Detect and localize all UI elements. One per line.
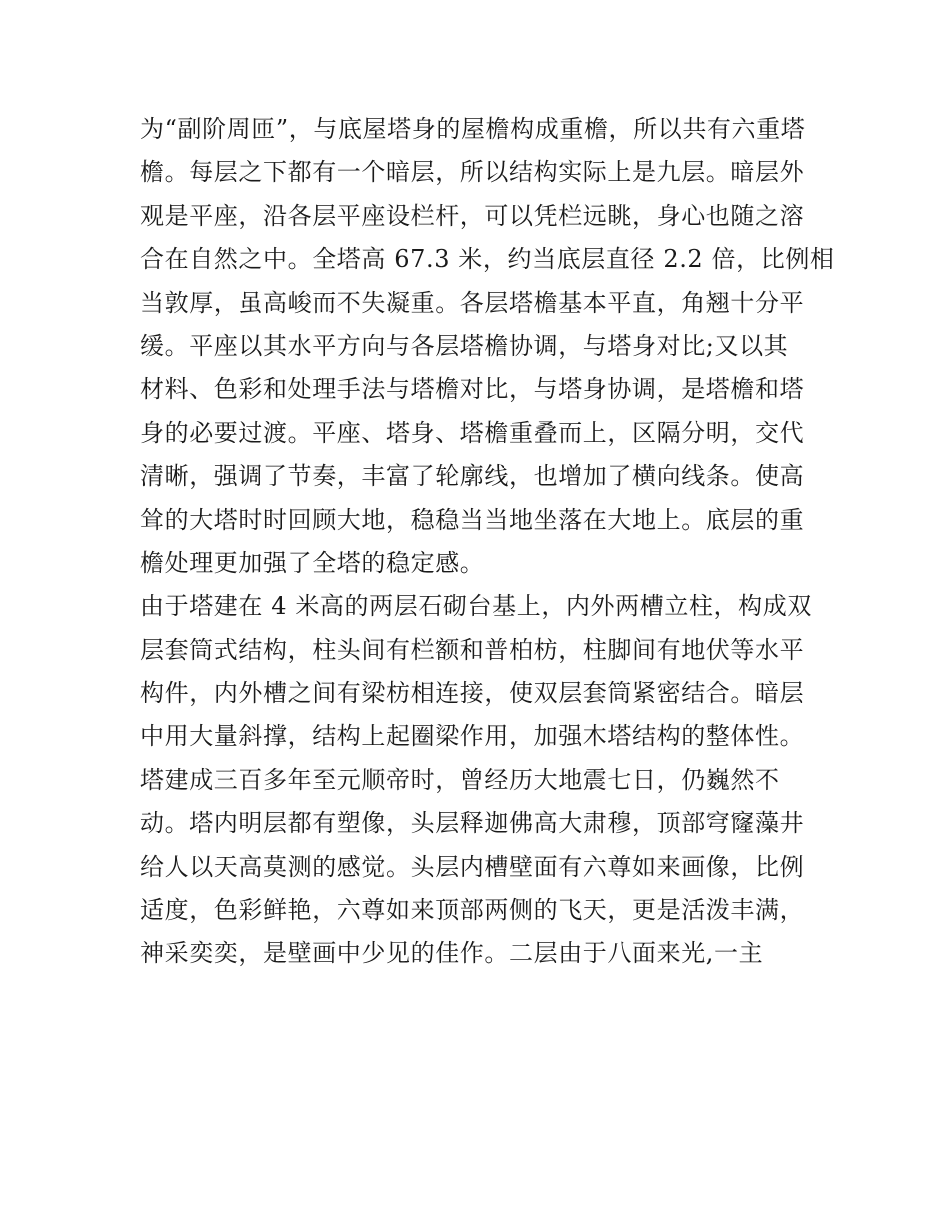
text-line: 为“副阶周匝”，与底屋塔身的屋檐构成重檐，所以共有六重塔	[140, 115, 806, 143]
text-line: 檐处理更加强了全塔的稳定感。	[140, 548, 485, 577]
text-line: 动。塔内明层都有塑像，头层释迦佛高大肃穆，顶部穹窿藻井	[140, 809, 805, 838]
text-line: 当敦厚，虽高峻而不失凝重。各层塔檐基本平直，角翘十分平	[140, 288, 805, 317]
text-line: 神采奕奕，是壁画中少见的佳作。二层由于八面来光,一主	[140, 939, 764, 968]
text-line: 合在自然之中。全塔高 67.3 米，约当底层直径 2.2 倍，比例相	[140, 245, 835, 274]
text-line: 给人以天高莫测的感觉。头层内槽壁面有六尊如来画像，比例	[140, 852, 805, 881]
text-line: 由于塔建在 4 米高的两层石砌台基上，内外两槽立柱，构成双	[140, 592, 812, 621]
text-line: 中用大量斜撑，结构上起圈梁作用，加强木塔结构的整体性。	[140, 722, 805, 751]
text-line: 构件，内外槽之间有梁枋相连接，使双层套筒紧密结合。暗层	[140, 679, 805, 708]
text-line: 耸的大塔时时回顾大地，稳稳当当地坐落在大地上。底层的重	[140, 505, 805, 534]
text-line: 檐。每层之下都有一个暗层，所以结构实际上是九层。暗层外	[140, 158, 805, 187]
text-line: 清晰，强调了节奏，丰富了轮廓线，也增加了横向线条。使高	[140, 462, 805, 491]
text-line: 适度，色彩鲜艳，六尊如来顶部两侧的飞天，更是活泼丰满，	[140, 896, 805, 925]
text-line: 材料、色彩和处理手法与塔檐对比，与塔身协调，是塔檐和塔	[140, 375, 805, 404]
text-line: 观是平座，沿各层平座设栏杆，可以凭栏远眺，身心也随之溶	[140, 201, 805, 230]
text-line: 层套筒式结构，柱头间有栏额和普柏枋，柱脚间有地伏等水平	[140, 635, 805, 664]
text-line: 身的必要过渡。平座、塔身、塔檐重叠而上，区隔分明，交代	[140, 418, 805, 447]
body-text	[140, 108, 835, 976]
text-line: 塔建成三百多年至元顺帝时，曾经历大地震七日，仍巍然不	[140, 765, 780, 794]
text-line: 缓。平座以其水平方向与各层塔檐协调，与塔身对比;又以其	[140, 331, 789, 360]
